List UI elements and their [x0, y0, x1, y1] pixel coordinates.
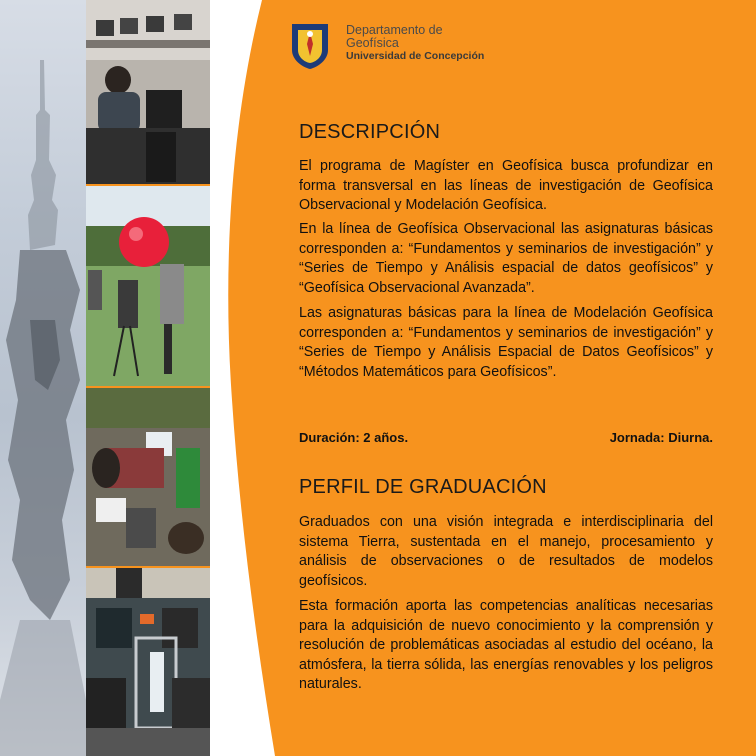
university-logo	[290, 22, 490, 72]
program-meta	[299, 430, 713, 445]
photo-column	[86, 0, 210, 756]
statue-silhouette	[0, 0, 86, 756]
perfil-paragraph-1: Graduados con una visión integrada e interdisciplinaria del sistema Tierra, sustentada en el manejo, procesamiento y análisis de observaciones o de resultados de modelos geofísicos.	[299, 514, 713, 589]
logo-line-2: Geofísica	[346, 36, 399, 50]
logo-line-1: Departamento de	[346, 23, 443, 37]
descripcion-paragraph-3: Las asignaturas básicas para la línea de Modelación Geofísica corresponden a: “Fundamentos y seminarios de investigación” y “Series de Tiempo y Análisis Espacial de Datos Geofísicos” y “Métodos Matemáticos para Geofísicos”.	[299, 305, 713, 380]
duracion-label: Duración: 2 años.	[299, 430, 409, 445]
descripcion-paragraph-2: En la línea de Geofísica Observacional las asignaturas básicas corresponden a: “Fundamentos y seminarios de investigación” y “Series de Tiempo y Análisis espacial de datos geofísicos” y “Geofísica Observacional Avanzada”.	[299, 221, 713, 296]
photo-computer-lab	[86, 0, 210, 184]
descripcion-title: DESCRIPCIÓN	[299, 121, 441, 143]
logo-line-3: Universidad de Concepción	[346, 50, 485, 62]
descripcion-paragraph-1: El programa de Magíster en Geofísica busca profundizar en forma transversal en las líneas de investigación de Geofísica Observacional y Modelación Geofísica.	[299, 158, 713, 213]
university-shield-icon	[290, 22, 330, 70]
perfil-paragraph-2: Esta formación aporta las competencias analíticas necesarias para la adquisición de nuevo conocimiento y la comprensión y resolución de problemáticas asociadas al estudio del océano, la atmósfera, la tierra sólida, las energías renovables y los peligros naturales.	[299, 598, 713, 692]
photo-field-students	[86, 388, 210, 566]
photo-ocean-equipment	[86, 568, 210, 756]
jornada-label: Jornada: Diurna.	[609, 430, 713, 445]
perfil-title: PERFIL DE GRADUACIÓN	[299, 476, 547, 498]
photo-weather-balloon	[86, 186, 210, 386]
